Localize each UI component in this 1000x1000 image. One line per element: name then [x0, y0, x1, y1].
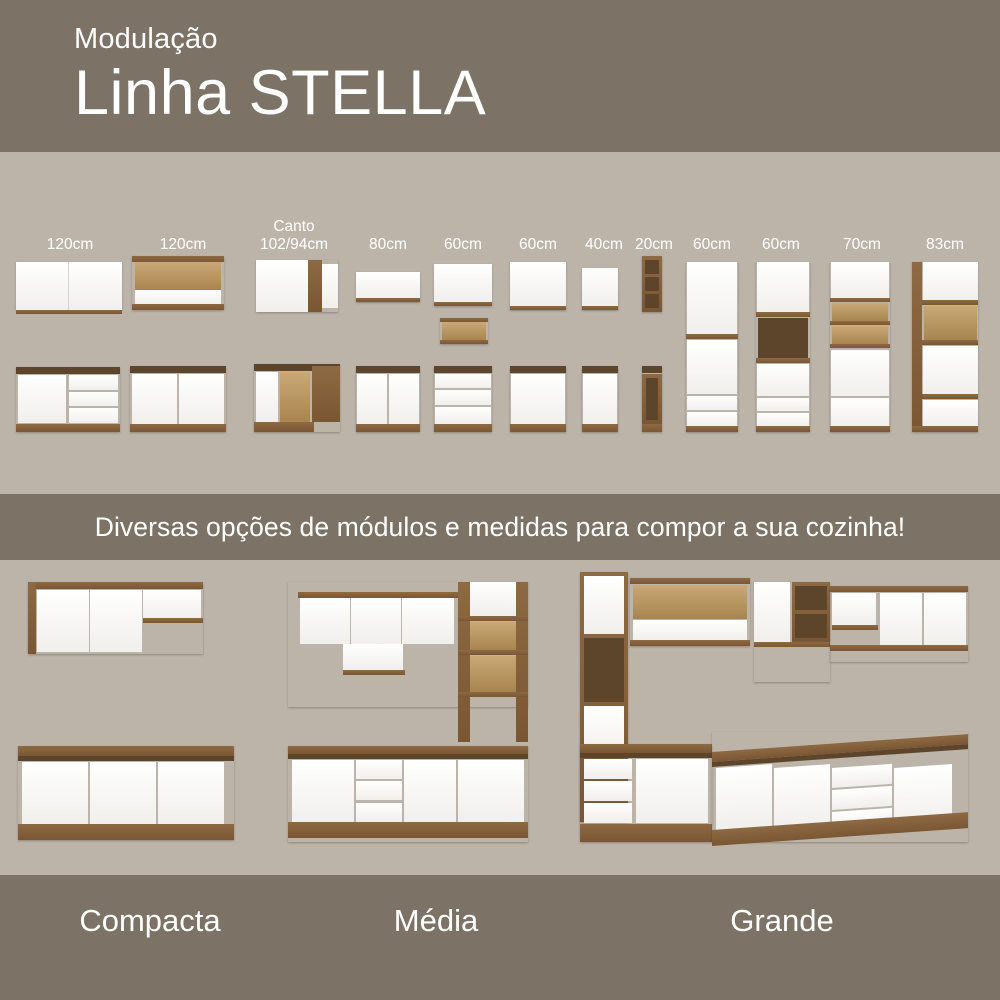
grande-upper-glass	[630, 578, 750, 646]
grande-lower-left	[580, 744, 712, 842]
module-lower-120-a	[16, 367, 120, 432]
module-upper-canto	[256, 260, 338, 312]
module-label-3: 80cm	[369, 236, 407, 253]
grande-upper-right	[830, 586, 968, 662]
module-label-11: 83cm	[926, 236, 964, 253]
page-title: Linha STELLA	[74, 58, 487, 128]
module-label-8: 60cm	[693, 236, 731, 253]
module-tall-83	[912, 262, 978, 432]
header-eyebrow: Modulação	[74, 23, 218, 55]
module-tall-70	[830, 262, 890, 432]
footer-label-media: Média	[393, 903, 479, 938]
module-lower-80	[356, 366, 420, 432]
footer	[0, 875, 1000, 1000]
header	[0, 0, 1000, 152]
kitchen-media	[288, 582, 538, 852]
module-upper-40	[582, 268, 618, 310]
module-upper-120-a	[16, 262, 122, 310]
module-lower-60-a	[434, 366, 492, 432]
footer-label-grande: Grande	[730, 903, 834, 938]
module-label-0: 120cm	[46, 236, 94, 253]
module-label-7: 20cm	[635, 236, 673, 253]
module-lower-canto	[254, 364, 340, 432]
media-lower	[288, 746, 528, 842]
grande-upper-mid	[754, 582, 830, 682]
module-niche-60	[440, 318, 488, 344]
compacta-upper	[28, 582, 203, 654]
module-lower-40	[582, 366, 618, 432]
module-upper-60-a	[434, 264, 492, 306]
module-lower-120-b	[130, 366, 226, 432]
module-label-4: 60cm	[444, 236, 482, 253]
module-lower-60-b	[510, 366, 566, 432]
module-tall-60-a	[686, 262, 738, 432]
compacta-lower	[18, 746, 234, 840]
module-lower-20	[642, 366, 662, 432]
module-label-9: 60cm	[762, 236, 800, 253]
media-upper	[288, 582, 528, 707]
kitchen-grande	[572, 572, 972, 862]
module-upper-120-b	[132, 256, 224, 310]
footer-label-compacta: Compacta	[79, 903, 221, 938]
module-label-5: 60cm	[519, 236, 557, 253]
tagline: Diversas opções de módulos e medidas para compor a sua cozinha!	[0, 494, 1000, 560]
module-upper-80	[356, 272, 420, 302]
modules-panel	[0, 152, 1000, 494]
kitchen-compacta	[18, 582, 258, 852]
module-label-1: 120cm	[159, 236, 207, 253]
module-tall-60-b	[756, 262, 810, 432]
module-drawings	[0, 152, 1000, 494]
kitchens-panel	[0, 560, 1000, 875]
module-label-2: Canto 102/94cm	[259, 218, 329, 253]
module-label-6: 40cm	[585, 236, 623, 253]
grande-lower-right	[712, 732, 968, 842]
module-upper-20	[642, 256, 662, 312]
module-label-10: 70cm	[843, 236, 881, 253]
module-upper-60-b	[510, 262, 566, 310]
